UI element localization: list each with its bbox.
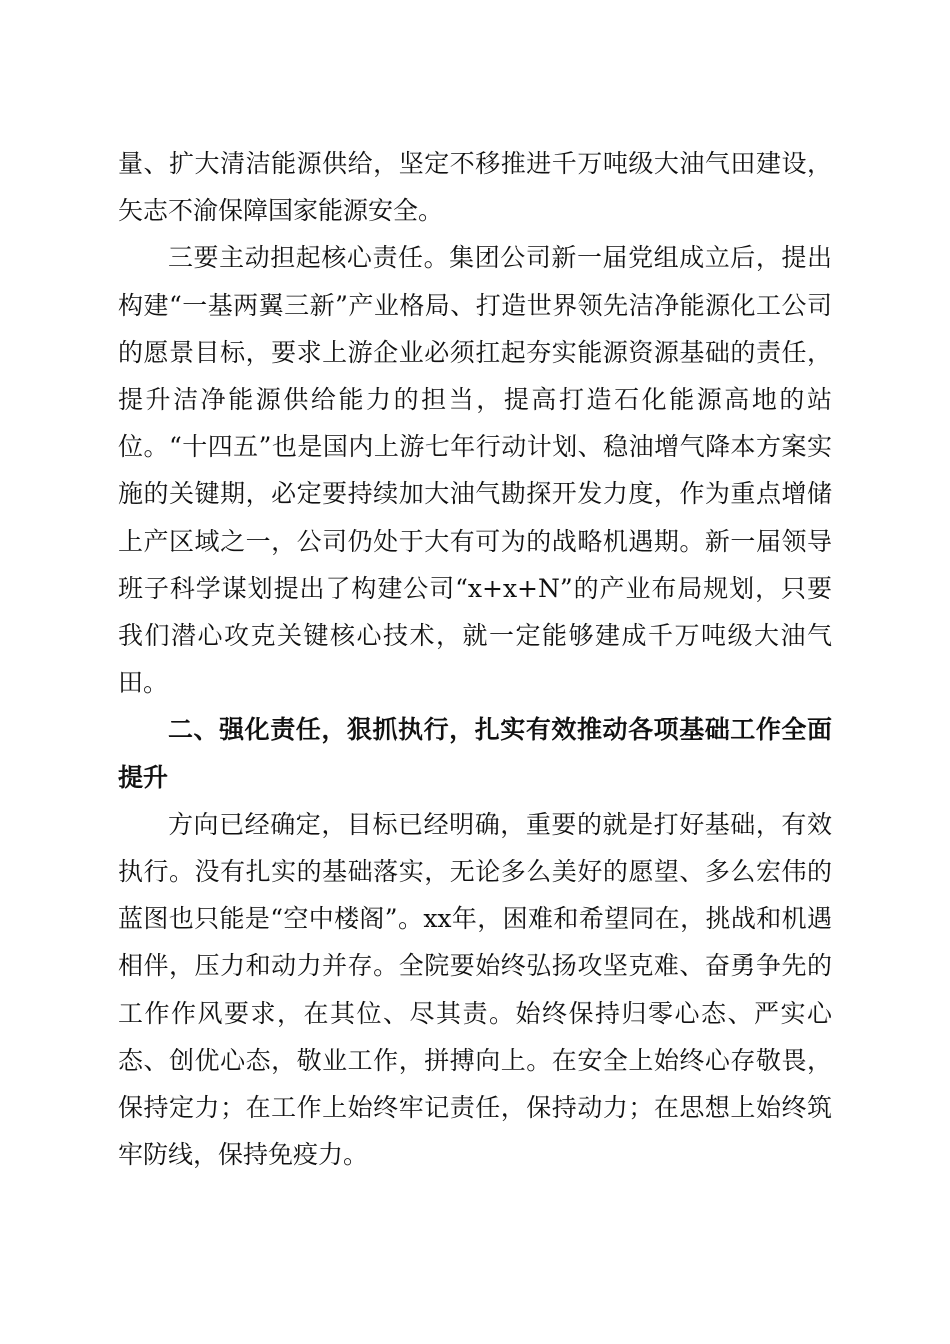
paragraph-core-responsibility: 三要主动担起核心责任。集团公司新一届党组成立后，提出构建“一基两翼三新”产业格局、打造世界领先洁净能源化工公司的愿景目标，要求上游企业必须扛起夯实能源资源基础的责任，提升洁净能源供给能力的担当，提高打造石化能源高地的站位。“十四五”也是国内上游七年行动计划、稳油增气降本方案实施的关键期，必定要持续加大油气勘探开发力度，作为重点增储上产区域之一，公司仍处于大有可为的战略机遇期。新一届领导班子科学谋划提出了构建公司“x+x+N”的产业布局规划，只要我们潜心攻克关键核心技术，就一定能够建成千万吨级大油气田。	[118, 243, 832, 698]
paragraph-execution: 方向已经确定，目标已经明确，重要的就是打好基础，有效执行。没有扎实的基础落实，无论多么美好的愿望、多么宏伟的蓝图也只能是“空中楼阁”。xx年，困难和希望同在，挑战和机遇相伴，压力和动力并存。全院要始终弘扬攻坚克难、奋勇争先的工作作风要求，在其位、尽其责。始终保持归零心态、严实心态、创优心态，敬业工作，拼搏向上。在安全上始终心存敬畏，保持定力；在工作上始终牢记责任，保持动力；在思想上始终筑牢防线，保持免疫力。	[118, 809, 832, 1170]
section-heading: 二、强化责任，狠抓执行，扎实有效推动各项基础工作全面提升	[118, 715, 832, 792]
document-body	[118, 140, 832, 1178]
paragraph-continuation: 量、扩大清洁能源供给，坚定不移推进千万吨级大油气田建设，矢志不渝保障国家能源安全。	[118, 149, 832, 226]
